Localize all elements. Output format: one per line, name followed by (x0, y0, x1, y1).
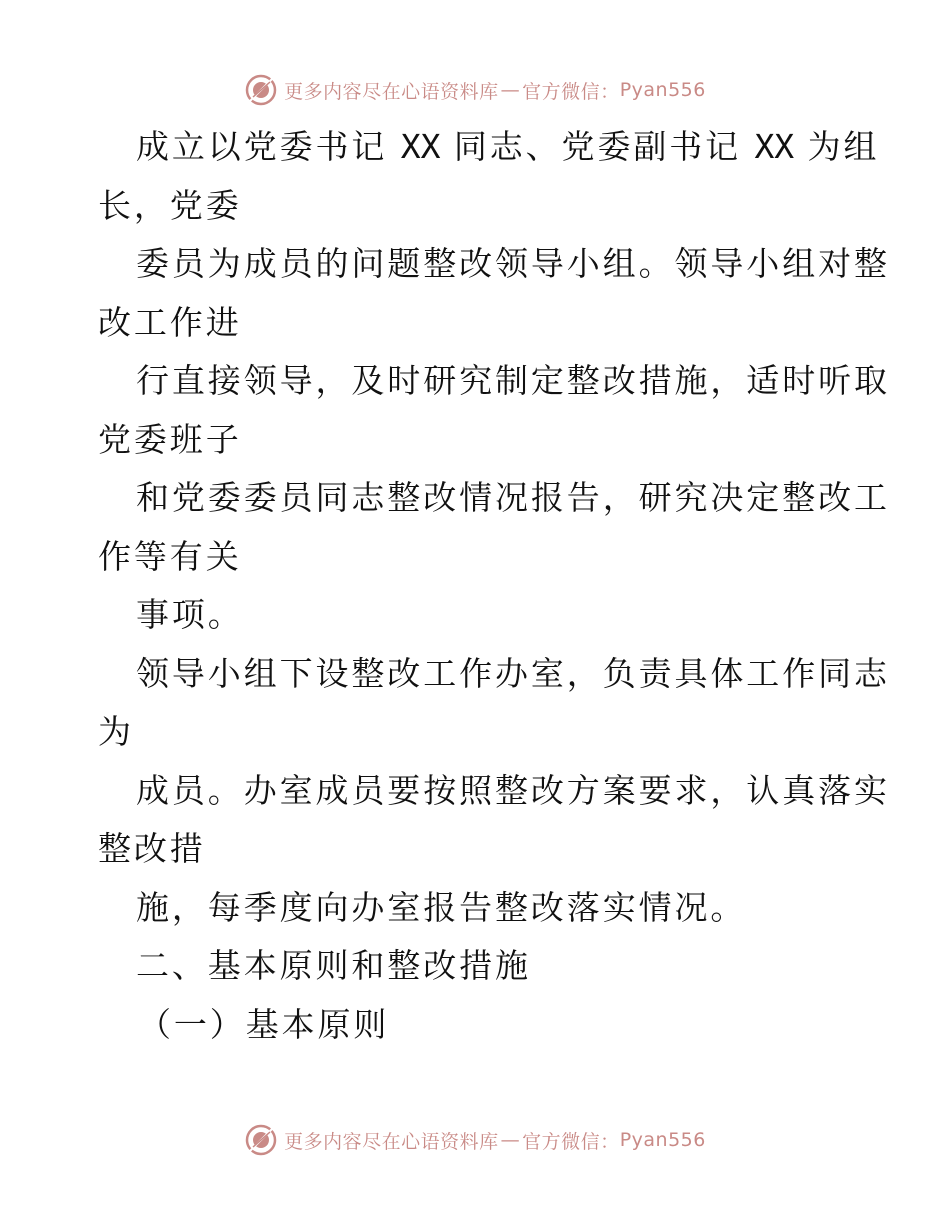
body-line-5: 行直接领导，及时研究制定整改措施，适时听取 (136, 361, 890, 400)
text-run: 为组 (794, 127, 880, 166)
watermark-official-label: 官方微信： (522, 1130, 620, 1153)
body-line-13: 整改措 (98, 829, 206, 868)
watermark-text: 更多内容尽在心语资料库 (284, 80, 499, 103)
body-line-3: 委员为成员的问题整改领导小组。领导小组对整 (136, 244, 890, 283)
text-run: 同志、党委副书记 (440, 127, 755, 166)
watermark-official-label: 官方微信： (522, 80, 620, 103)
quill-seal-icon (244, 73, 278, 107)
watermark-text: 更多内容尽在心语资料库 (284, 1130, 499, 1153)
body-line-2: 长，党委 (98, 185, 242, 225)
footer-watermark (0, 1120, 950, 1160)
placeholder-xx: XX (754, 127, 795, 166)
body-line-8: 作等有关 (98, 536, 242, 576)
body-line-11: 为 (98, 712, 134, 751)
watermark-wechat-handle: Pyan556 (619, 79, 706, 101)
body-line-4: 改工作进 (98, 302, 242, 342)
subsection-heading: （一）基本原则 (138, 1004, 390, 1044)
section-heading: 二、基本原则和整改措施 (136, 946, 531, 985)
placeholder-xx: XX (400, 127, 441, 166)
body-line-1 (98, 118, 880, 177)
header-watermark (0, 70, 950, 110)
watermark-wechat-handle: Pyan556 (619, 1129, 706, 1151)
body-line-12: 成员。办室成员要按照整改方案要求，认真落实 (136, 770, 890, 810)
body-line-9: 事项。 (136, 595, 244, 634)
body-line-10: 领导小组下设整改工作办室，负责具体工作同志 (136, 653, 890, 693)
body-line-6: 党委班子 (98, 419, 242, 459)
body-line-14: 施，每季度向办室报告整改落实情况。 (136, 887, 747, 927)
body-line-7: 和党委委员同志整改情况报告，研究决定整改工 (136, 478, 890, 517)
quill-seal-icon (244, 1123, 278, 1157)
text-run: 成立以党委书记 (136, 127, 401, 166)
document-body (98, 118, 890, 1054)
watermark-dash: — (500, 1129, 521, 1151)
watermark-dash: — (500, 79, 521, 101)
